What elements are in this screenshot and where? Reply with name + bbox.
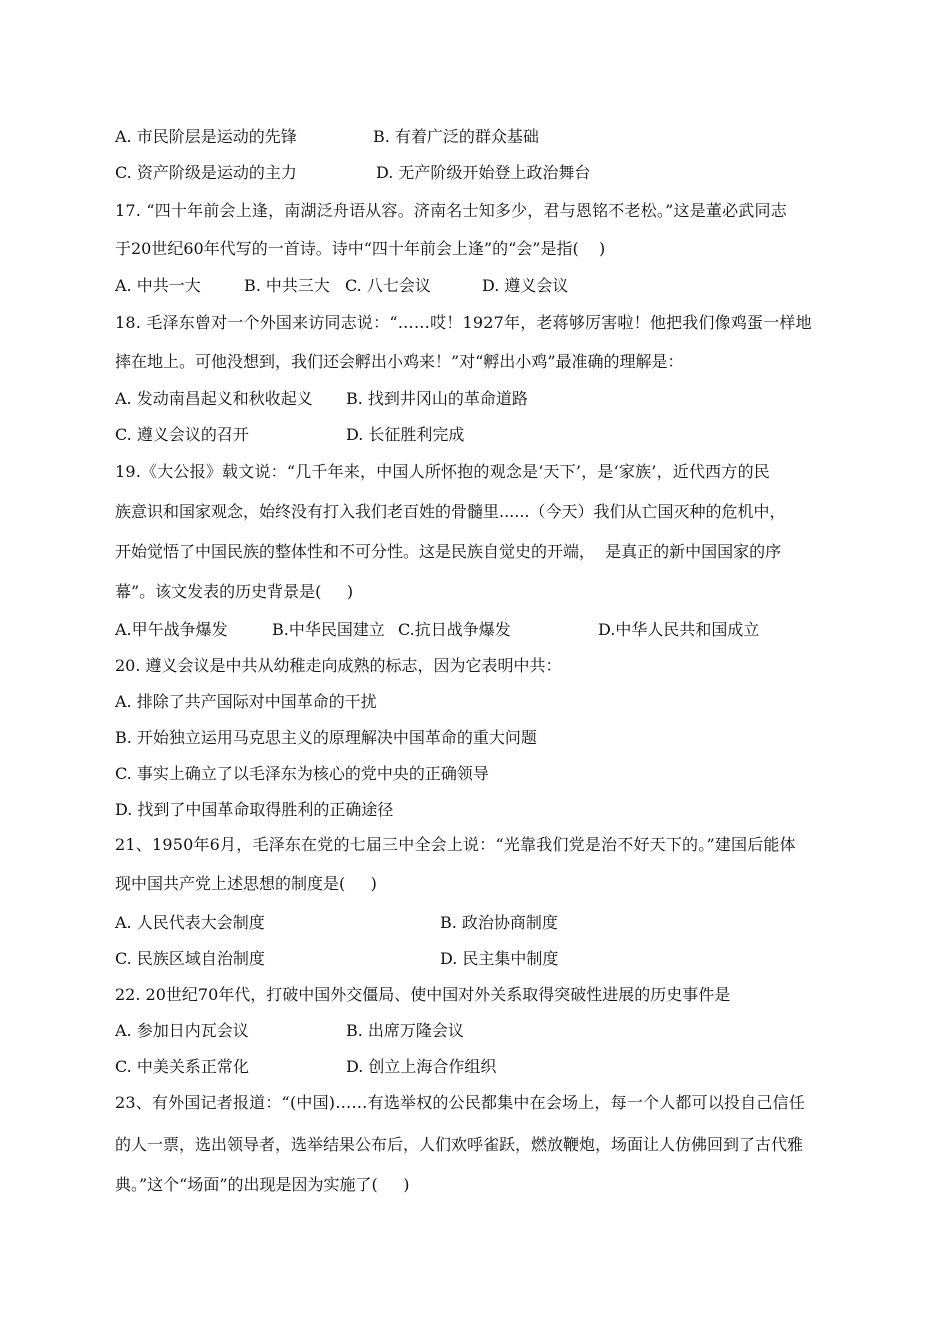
option-d: D.中华人民共和国成立 (598, 620, 760, 639)
question-18-text: 18. 毛泽东曾对一个外国来访同志说：“……哎！1927年，老蒋够厉害啦！他把我们像鸡蛋一样地 (115, 313, 812, 332)
question-23-text-cont: 的人一票，选出领导者，选举结果公布后，人们欢呼雀跃，燃放鞭炮，场面让人仿佛回到了古代雅 (115, 1135, 804, 1154)
option-b: B. 出席万隆会议 (346, 1021, 464, 1040)
option-c: C. 民族区域自治制度 (115, 949, 265, 968)
option-a: A. 参加日内瓦会议 (115, 1021, 249, 1040)
option-b: B. 政治协商制度 (440, 913, 558, 932)
question-21-text-cont: 现中国共产党上述思想的制度是( ) (115, 874, 377, 893)
option-d: D. 创立上海合作组织 (346, 1057, 497, 1076)
question-22-text: 22. 20世纪70年代，打破中国外交僵局、使中国对外关系取得突破性进展的历史事件是 (115, 985, 731, 1004)
option-a: A. 排除了共产国际对中国革命的干扰 (115, 692, 377, 711)
option-b: B. 找到井冈山的革命道路 (346, 389, 528, 408)
question-21-text: 21、1950年6月，毛泽东在党的七届三中全会上说：“光靠我们党是治不好天下的。”建国后能体 (115, 835, 796, 854)
option-d: D. 长征胜利完成 (346, 425, 465, 444)
question-20-text: 20. 遵义会议是中共从幼稚走向成熟的标志，因为它表明中共： (115, 656, 562, 675)
question-17-text: 17. “四十年前会上逢，南湖泛舟语从容。济南名士知多少，君与恩铭不老松。”这是董必武同志 (115, 201, 787, 220)
option-a: A.甲午战争爆发 (115, 620, 228, 639)
question-23-text: 23、有外国记者报道：“(中国)……有选举权的公民都集中在会场上，每一个人都可以投自己信任 (115, 1093, 806, 1112)
option-c: C.抗日战争爆发 (398, 620, 511, 639)
option-c: C. 事实上确立了以毛泽东为核心的党中央的正确领导 (115, 764, 489, 783)
question-18-text-cont: 摔在地上。可他没想到，我们还会孵出小鸡来！”对“孵出小鸡”最准确的理解是： (115, 352, 684, 371)
option-d: D. 找到了中国革命取得胜利的正确途径 (115, 800, 394, 819)
question-19-text-cont: 开始觉悟了中国民族的整体性和不可分性。这是民族自觉史的开端， 是真正的新中国国家的序 (115, 542, 782, 561)
question-23-text-cont: 典。”这个“场面”的出现是因为实施了( ) (115, 1175, 410, 1194)
option-d: D. 民主集中制度 (440, 949, 559, 968)
option-d: D. 遵义会议 (482, 276, 569, 295)
option-a: A. 发动南昌起义和秋收起义 (115, 389, 313, 408)
option-c: C. 遵义会议的召开 (115, 425, 249, 444)
option-a: A. 中共一大 (115, 276, 201, 295)
option-b: B. 开始独立运用马克思主义的原理解决中国革命的重大问题 (115, 728, 537, 747)
option-c: C. 中美关系正常化 (115, 1057, 249, 1076)
option-c: C. 八七会议 (345, 276, 431, 295)
question-17-text-cont: 于20世纪60年代写的一首诗。诗中“四十年前会上逢”的“会”是指( ) (115, 239, 606, 258)
option-b: B. 中共三大 (244, 276, 330, 295)
option-a: A. 人民代表大会制度 (115, 913, 265, 932)
question-19-text: 19.《大公报》载文说：“几千年来，中国人所怀抱的观念是‘天下’，是‘家族’，近代西方的民 (115, 462, 770, 481)
option-a: A. 市民阶层是运动的先锋 (115, 127, 297, 146)
option-b: B. 有着广泛的群众基础 (373, 127, 539, 146)
option-d: D. 无产阶级开始登上政治舞台 (376, 163, 591, 182)
question-19-text-cont: 族意识和国家观念，始终没有打入我们老百姓的骨髓里......（今天）我们从亡国灭种的危机中， (115, 502, 786, 521)
question-19-text-cont: 幕”。该文发表的历史背景是( ) (115, 582, 354, 601)
option-c: C. 资产阶级是运动的主力 (115, 163, 297, 182)
option-b: B.中华民国建立 (272, 620, 385, 639)
